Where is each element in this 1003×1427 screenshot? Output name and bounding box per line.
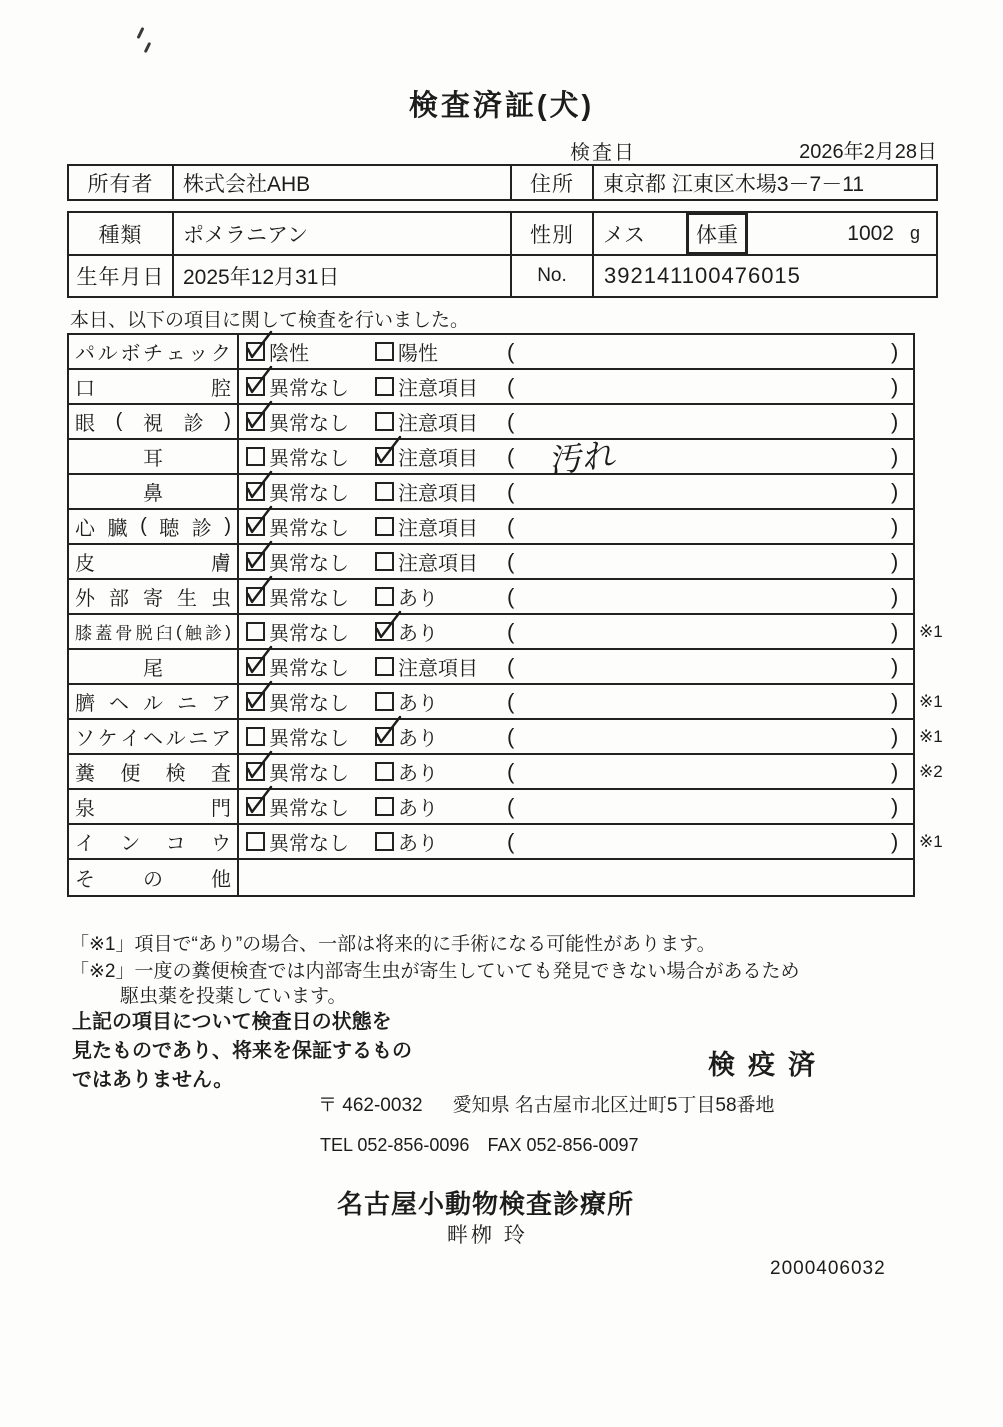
option-1-label: 異常なし [269, 798, 349, 820]
option-2-label: あり [398, 763, 438, 785]
option-1-label: 異常なし [269, 588, 349, 610]
checklist-row [69, 825, 943, 860]
option-1 [246, 615, 349, 648]
option-1-label: 異常なし [269, 483, 349, 505]
owner-label: 所有者 [87, 172, 154, 196]
checkbox-icon [246, 587, 265, 606]
paren-open: ( [507, 478, 515, 504]
checkmark-icon [244, 575, 274, 607]
checklist-item-label: 皮 膚 [69, 545, 239, 578]
option-1 [246, 405, 349, 438]
option-1-label: 異常なし [269, 693, 349, 715]
paren-open: ( [507, 408, 515, 434]
option-2 [375, 650, 478, 683]
paren-open: ( [507, 373, 515, 399]
checklist-row-content [239, 335, 913, 368]
option-2-label: 注意項目 [398, 658, 478, 680]
document-number: 2000406032 [770, 1258, 886, 1279]
weight-unit: g [909, 223, 920, 243]
quarantine-stamp: 検疫済 [708, 1050, 828, 1080]
paren-close: ) [891, 583, 899, 609]
option-1 [246, 825, 349, 858]
sex-value: メス [592, 213, 686, 254]
option-2 [375, 440, 478, 473]
number-label: No. [510, 256, 592, 296]
checklist-row [69, 435, 913, 480]
paren-close: ) [891, 688, 899, 714]
option-1 [246, 545, 349, 578]
checklist-row-content [239, 720, 913, 753]
address-label: 住所 [510, 166, 592, 199]
paren-open: ( [507, 828, 515, 854]
footnote-1: 「※1」項目で“あり”の場合、一部は将来的に手術になる可能性があります。 [70, 934, 716, 955]
checklist-row-content [239, 545, 913, 578]
checklist-item-label: 口 腔 [69, 370, 239, 403]
option-2-label: 注意項目 [398, 448, 478, 470]
checkbox-icon [246, 447, 265, 466]
checklist-row-content [239, 825, 913, 858]
page-title: 検査済証(犬) [408, 90, 595, 122]
checkbox-icon [375, 762, 394, 781]
checklist-item-label: 眼 ( 視 診 ) [69, 405, 239, 438]
option-1-label: 異常なし [269, 448, 349, 470]
option-2-label: あり [398, 588, 438, 610]
checkmark-icon [244, 365, 274, 397]
checklist-item-label: 泉 門 [69, 790, 239, 823]
paren-close: ) [891, 373, 899, 399]
checklist-row [69, 685, 943, 720]
checklist-item-label: 膝 蓋 骨 脱 臼 ( 触 診 ) [69, 615, 239, 648]
checklist-row-content [239, 685, 913, 718]
fax-number: FAX 052-856-0097 [487, 1135, 639, 1155]
option-2-label: 注意項目 [398, 413, 478, 435]
option-2 [375, 510, 478, 543]
option-1-label: 異常なし [269, 658, 349, 680]
option-1 [246, 510, 349, 543]
option-2 [375, 335, 438, 368]
checklist-item-label: パ ル ボ チ ェ ッ ク [69, 335, 239, 368]
option-1 [246, 790, 349, 823]
checkmark-icon [373, 435, 403, 467]
option-2 [375, 755, 438, 788]
clinic-address: 愛知県 名古屋市北区辻町5丁目58番地 [452, 1095, 775, 1116]
paren-open: ( [507, 688, 515, 714]
option-1 [246, 440, 349, 473]
checklist-item-label: 臍 ヘ ル ニ ア [69, 685, 239, 718]
checkbox-icon [375, 622, 394, 641]
sex-label: 性別 [510, 213, 592, 254]
checkmark-icon [244, 470, 274, 502]
paren-open: ( [507, 723, 515, 749]
disclaimer-line-3: ではありません。 [72, 1069, 234, 1091]
checkbox-icon [375, 377, 394, 396]
option-2 [375, 405, 478, 438]
checklist-item-label: イ ン コ ウ [69, 825, 239, 858]
option-2 [375, 580, 438, 613]
checkmark-icon [373, 610, 403, 642]
breed-value: ポメラニアン [172, 213, 510, 254]
option-1 [246, 475, 349, 508]
checklist-row [69, 405, 913, 440]
option-1 [246, 650, 349, 683]
paren-close: ) [891, 478, 899, 504]
paren-open: ( [507, 653, 515, 679]
weight-number: 1002 [847, 221, 894, 245]
paren-close: ) [891, 618, 899, 644]
disclaimer-line-2: 見たものであり、将来を保証するもの [72, 1040, 412, 1062]
checkbox-icon [375, 447, 394, 466]
option-2-label: 注意項目 [398, 378, 478, 400]
paren-close: ) [891, 723, 899, 749]
paren-close: ) [891, 513, 899, 539]
paren-close: ) [891, 793, 899, 819]
paren-close: ) [891, 338, 899, 364]
option-2-label: あり [398, 728, 438, 750]
option-1 [246, 755, 349, 788]
checkbox-icon [375, 517, 394, 536]
owner-value: 株式会社AHB [172, 166, 510, 199]
checklist-row [69, 720, 943, 755]
paren-close: ) [891, 653, 899, 679]
checkbox-icon [375, 832, 394, 851]
checkbox-icon [246, 482, 265, 501]
examiner-name: 畔栁 玲 [447, 1224, 528, 1247]
checkbox-icon [246, 797, 265, 816]
checkbox-icon [246, 692, 265, 711]
checkbox-icon [375, 587, 394, 606]
checklist-item-label: 心 臓 ( 聴 診 ) [69, 510, 239, 543]
checklist-row [69, 650, 913, 685]
paren-open: ( [507, 793, 515, 819]
option-2-label: あり [398, 693, 438, 715]
checklist-row [69, 790, 913, 825]
checkbox-icon [246, 517, 265, 536]
checkbox-icon [246, 657, 265, 676]
checkbox-icon [375, 412, 394, 431]
scan-artifact [144, 42, 152, 53]
option-1 [246, 335, 309, 368]
option-1-label: 異常なし [269, 378, 349, 400]
handwritten-note: 汚れ [549, 435, 618, 480]
checkbox-icon [375, 657, 394, 676]
option-2 [375, 720, 438, 753]
checklist-table [67, 333, 943, 897]
tel-number: TEL 052-856-0096 [320, 1135, 470, 1155]
owner-table [67, 164, 938, 201]
paren-open: ( [507, 758, 515, 784]
tel-fax-line [320, 1135, 639, 1156]
footnote-mark: ※1 [919, 621, 943, 641]
birth-label: 生年月日 [76, 266, 165, 289]
paren-open: ( [507, 338, 515, 364]
checkbox-icon [246, 377, 265, 396]
checklist-row-content [239, 370, 913, 403]
option-1-label: 異常なし [269, 728, 349, 750]
checkmark-icon [244, 400, 274, 432]
checkbox-icon [246, 727, 265, 746]
checkbox-icon [246, 342, 265, 361]
option-1-label: 異常なし [269, 518, 349, 540]
paren-open: ( [507, 443, 515, 469]
option-1-label: 異常なし [269, 553, 349, 575]
checkbox-icon [375, 692, 394, 711]
checklist-row [69, 545, 913, 580]
disclaimer-text [72, 1008, 412, 1095]
breed-label: 種類 [98, 223, 143, 247]
checkmark-icon [244, 540, 274, 572]
option-2-label: 注意項目 [398, 553, 478, 575]
checklist-row-content [239, 615, 913, 648]
option-2 [375, 615, 438, 648]
checkmark-icon [244, 680, 274, 712]
option-1-label: 異常なし [269, 833, 349, 855]
option-2 [375, 685, 438, 718]
scan-artifact [137, 27, 145, 39]
checklist-row [69, 860, 913, 895]
intro-text: 本日、以下の項目に関して検査を行いました。 [70, 310, 470, 331]
checklist-item-label: そ の 他 [69, 860, 239, 895]
option-2 [375, 475, 478, 508]
checkbox-icon [246, 832, 265, 851]
checklist-row [69, 510, 913, 545]
checklist-item-label: ソ ケ イ ヘ ル ニ ア [69, 720, 239, 753]
option-2 [375, 790, 438, 823]
option-1 [246, 370, 349, 403]
footnote-mark: ※1 [919, 691, 943, 711]
checklist-row-content [239, 650, 913, 683]
checkbox-icon [246, 762, 265, 781]
number-value: 392141100476015 [592, 256, 936, 296]
option-1-label: 陰性 [269, 343, 309, 365]
checkbox-icon [246, 552, 265, 571]
paren-open: ( [507, 513, 515, 539]
footnote-2-continued: 駆虫薬を投薬しています。 [120, 986, 347, 1007]
checklist-row-content [239, 755, 913, 788]
checkbox-icon [375, 552, 394, 571]
footnote-mark: ※1 [919, 726, 943, 746]
footnote-mark: ※2 [919, 761, 943, 781]
checklist-item-label: 尾 [69, 650, 239, 683]
option-2-label: 注意項目 [398, 483, 478, 505]
option-1-label: 異常なし [269, 763, 349, 785]
paren-close: ) [891, 408, 899, 434]
checkmark-icon [244, 645, 274, 677]
paren-open: ( [507, 583, 515, 609]
checkmark-icon [244, 330, 274, 362]
weight-label: 体重 [686, 213, 748, 254]
checklist-row-content [239, 510, 913, 543]
checkbox-icon [375, 342, 394, 361]
birth-value: 2025年12月31日 [172, 256, 510, 296]
checklist-row-content [239, 790, 913, 823]
checklist-row-content [239, 860, 913, 895]
pet-info-table [67, 211, 938, 298]
option-1-label: 異常なし [269, 623, 349, 645]
paren-open: ( [507, 548, 515, 574]
option-2 [375, 370, 478, 403]
checklist-row-content [239, 580, 913, 613]
paren-open: ( [507, 618, 515, 644]
paren-close: ) [891, 828, 899, 854]
checkbox-icon [375, 797, 394, 816]
checklist-item-label: 外 部 寄 生 虫 [69, 580, 239, 613]
disclaimer-line-1: 上記の項目について検査日の状態を [72, 1011, 392, 1033]
checklist-item-label: 鼻 [69, 475, 239, 508]
option-2-label: 注意項目 [398, 518, 478, 540]
option-2-label: 陽性 [398, 343, 438, 365]
checklist-row [69, 335, 913, 370]
clinic-address-line [318, 1090, 775, 1117]
exam-date-value: 2026年2月28日 [799, 141, 937, 163]
checkmark-icon [244, 785, 274, 817]
checkbox-icon [375, 727, 394, 746]
footnote-mark: ※1 [919, 831, 943, 851]
weight-value [748, 213, 936, 254]
checkbox-icon [246, 622, 265, 641]
option-2-label: あり [398, 833, 438, 855]
paren-close: ) [891, 548, 899, 574]
checklist-row [69, 475, 913, 510]
option-1 [246, 580, 349, 613]
option-2 [375, 545, 478, 578]
address-value: 東京都 江東区木場3－7－11 [592, 166, 936, 199]
option-2 [375, 825, 438, 858]
postal-code: 〒 462-0032 [318, 1095, 423, 1116]
checkmark-icon [373, 715, 403, 747]
checklist-row-content [239, 475, 913, 508]
checklist-item-label: 耳 [69, 440, 239, 473]
footnote-2: 「※2」一度の糞便検査では内部寄生虫が寄生していても発見できない場合があるため [70, 961, 800, 982]
checklist-row [69, 755, 943, 790]
option-2-label: あり [398, 623, 438, 645]
checklist-item-label: 糞 便 検 査 [69, 755, 239, 788]
checklist-row [69, 370, 913, 405]
clinic-name: 名古屋小動物検査診療所 [337, 1189, 635, 1219]
checkbox-icon [246, 412, 265, 431]
option-2-label: あり [398, 798, 438, 820]
checklist-row [69, 615, 943, 650]
checkmark-icon [244, 750, 274, 782]
option-1 [246, 720, 349, 753]
checkbox-icon [375, 482, 394, 501]
exam-date-label: 検査日 [570, 142, 636, 164]
paren-close: ) [891, 758, 899, 784]
option-1 [246, 685, 349, 718]
checkmark-icon [244, 505, 274, 537]
checklist-row-content [239, 435, 913, 480]
paren-close: ) [891, 443, 899, 469]
option-1-label: 異常なし [269, 413, 349, 435]
checklist-row [69, 580, 913, 615]
